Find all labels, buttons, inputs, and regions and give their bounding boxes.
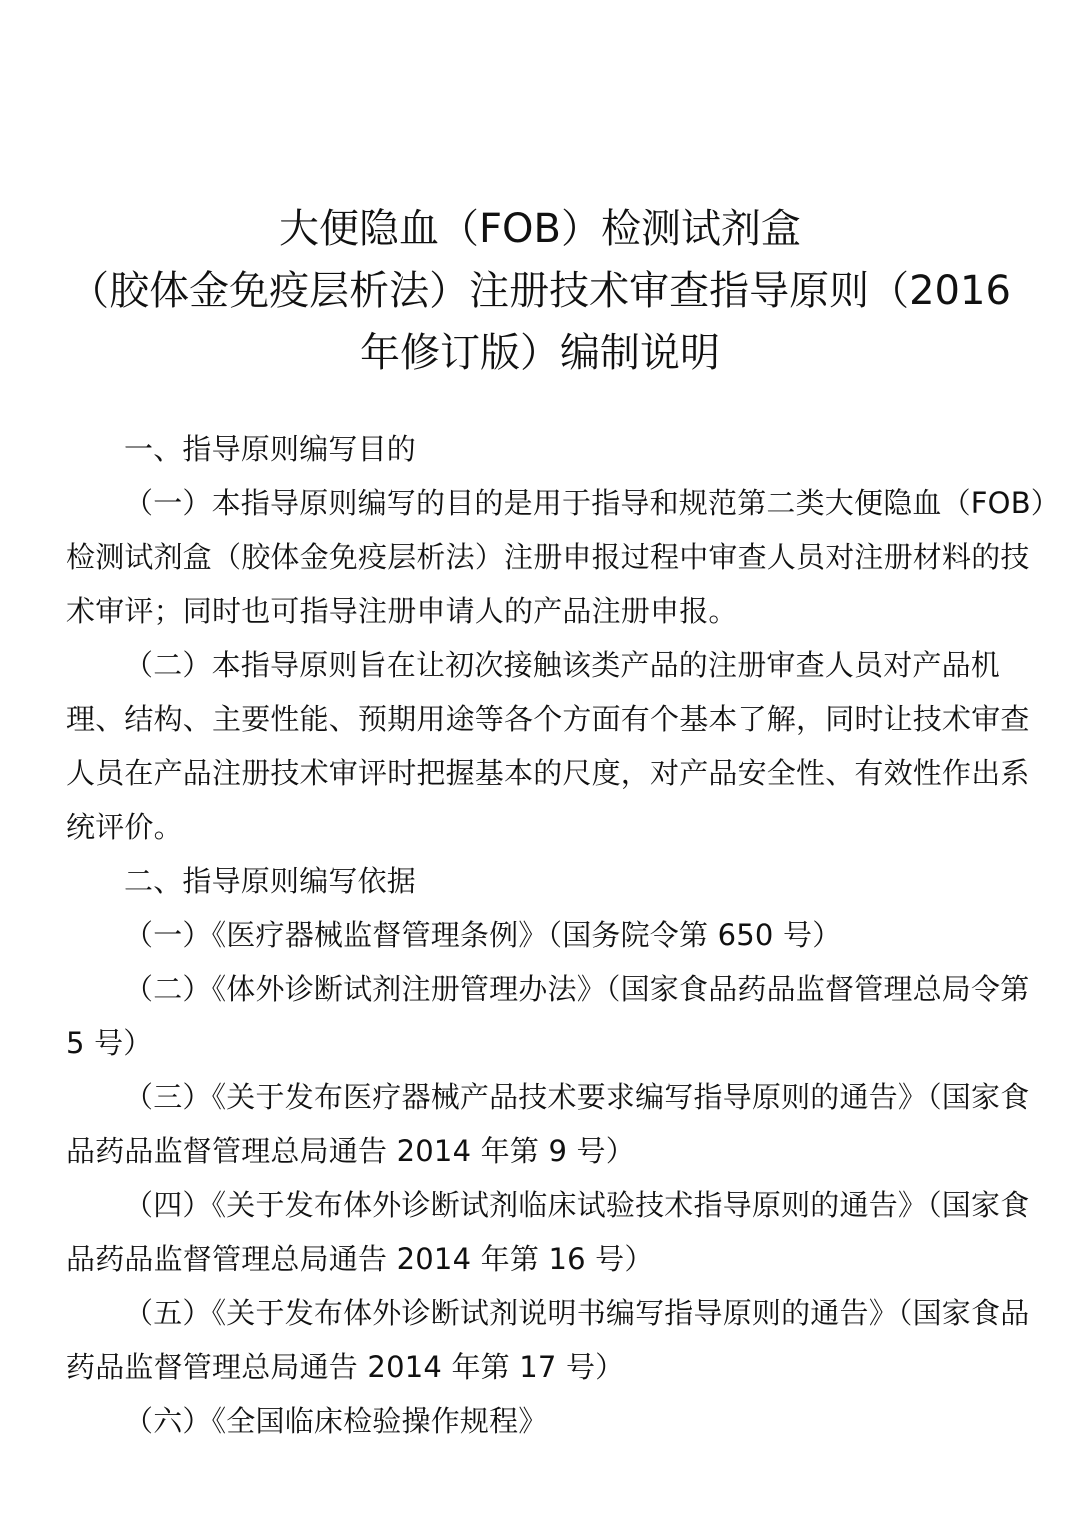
reference-item-continuation: 品药品监督管理总局通告 2014 年第 16 号） (66, 1242, 654, 1276)
title-line-3: 年修订版）编制说明 (360, 330, 720, 376)
paragraph-line: 检测试剂盒（胶体金免疫层析法）注册申报过程中审查人员对注册材料的技 (66, 540, 1030, 574)
section-heading-basis: 二、指导原则编写依据 (124, 864, 417, 898)
reference-item: （二）《体外诊断试剂注册管理办法》（国家食品药品监督管理总局令第 (124, 972, 1030, 1006)
reference-item: （一）《医疗器械监督管理条例》（国务院令第 650 号） (124, 918, 842, 952)
reference-item: （三）《关于发布医疗器械产品技术要求编写指导原则的通告》（国家食 (124, 1080, 1030, 1114)
paragraph-line: 术审评；同时也可指导注册申请人的产品注册申报。 (66, 594, 738, 628)
paragraph-line: 人员在产品注册技术审评时把握基本的尺度，对产品安全性、有效性作出系 (66, 756, 1030, 790)
title-line-2: （胶体金免疫层析法）注册技术审查指导原则（2016 (69, 268, 1011, 314)
document-body (66, 422, 1061, 1448)
reference-item-continuation: 药品监督管理总局通告 2014 年第 17 号） (66, 1350, 625, 1384)
title-line-1: 大便隐血（FOB）检测试剂盒 (279, 206, 801, 252)
paragraph-line: （一）本指导原则编写的目的是用于指导和规范第二类大便隐血（FOB） (124, 486, 1061, 520)
paragraph-line: （二）本指导原则旨在让初次接触该类产品的注册审查人员对产品机 (124, 648, 1001, 682)
reference-item: （六）《全国临床检验操作规程》 (124, 1404, 548, 1438)
paragraph-line: 理、结构、主要性能、预期用途等各个方面有个基本了解，同时让技术审查 (66, 702, 1030, 736)
document-title (60, 198, 1020, 384)
reference-item: （五）《关于发布体外诊断试剂说明书编写指导原则的通告》（国家食品 (124, 1296, 1030, 1330)
reference-item-continuation: 品药品监督管理总局通告 2014 年第 9 号） (66, 1134, 635, 1168)
reference-item: （四）《关于发布体外诊断试剂临床试验技术指导原则的通告》（国家食 (124, 1188, 1030, 1222)
section-heading-purpose: 一、指导原则编写目的 (124, 432, 417, 466)
reference-item-continuation: 5 号） (66, 1026, 153, 1060)
paragraph-line: 统评价。 (66, 810, 183, 844)
